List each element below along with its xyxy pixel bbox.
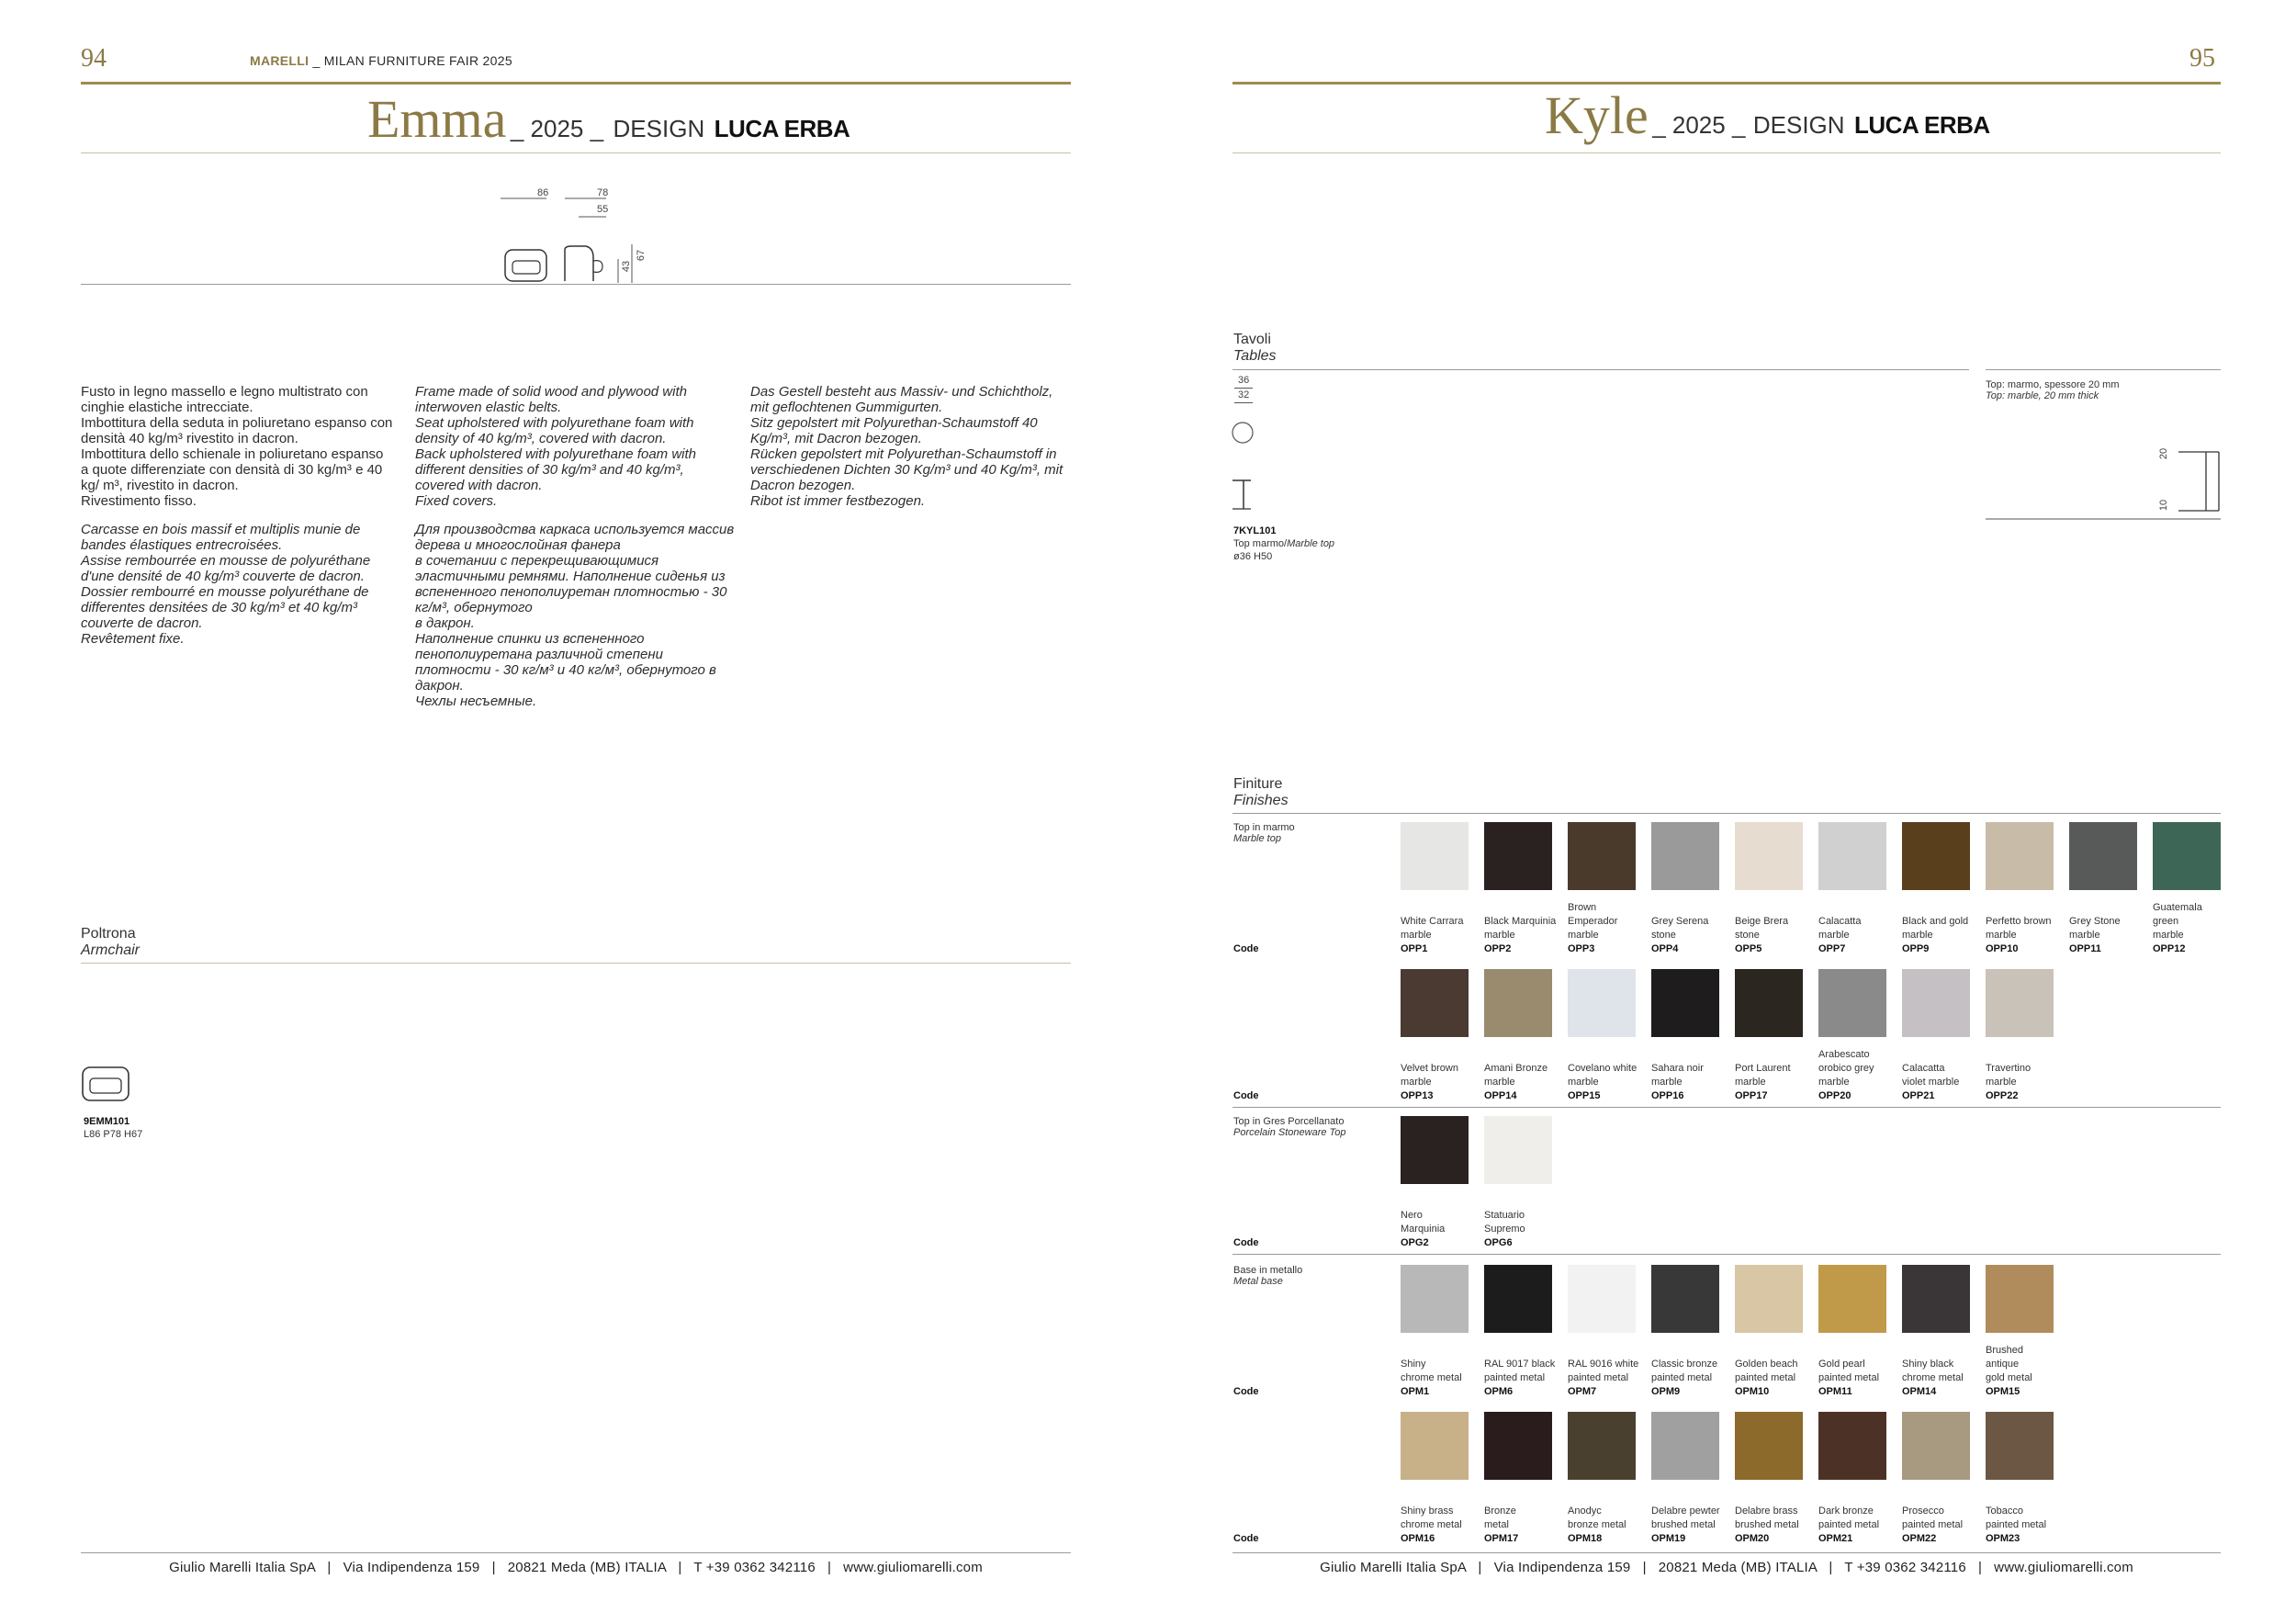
finish-group-separator bbox=[1232, 1254, 2221, 1255]
tables-label-it: Tavoli bbox=[1233, 332, 1271, 347]
finish-code: OPP21 bbox=[1902, 1090, 1935, 1101]
finish-name: Sahara noir marble bbox=[1651, 1063, 1704, 1088]
footer-left: Giulio Marelli Italia SpA | Via Indipendenza 159 | 20821 Meda (MB) ITALIA | T +39 0362 342116 | www.giuliomarelli.com bbox=[169, 1560, 983, 1575]
finish-name: Brushed antique gold metal bbox=[1986, 1345, 2032, 1383]
dim-height: 67 bbox=[636, 249, 647, 262]
finish-code: OPP2 bbox=[1484, 943, 1512, 954]
footer-right: Giulio Marelli Italia SpA | Via Indipendenza 159 | 20821 Meda (MB) ITALIA | T +39 0362 342116 | www.giuliomarelli.com bbox=[1320, 1560, 2133, 1575]
product-title-emma bbox=[367, 88, 850, 150]
section-label-finishes bbox=[1233, 776, 1289, 809]
finish-code: OPP15 bbox=[1568, 1090, 1601, 1101]
finish-group-label bbox=[1233, 1116, 1346, 1138]
description-french: Carcasse en bois massif et multiplis munie de bandes élastiques entrecroisées. Assise rembourrée en mousse de polyuréthane d'une densité de 40 kg/m³ couverte de dacron. Dossier rembourré en mousse polyuréthane de differentes densitées de 30 kg/m³ et 40 kg/m³ couverte de dacron. Revêtement fixe. bbox=[81, 522, 371, 647]
finish-code: OPM7 bbox=[1568, 1386, 1597, 1397]
code-label: Code bbox=[1233, 1386, 1259, 1397]
finish-swatch[interactable] bbox=[1651, 969, 1719, 1037]
finish-swatch[interactable] bbox=[1902, 969, 1970, 1037]
title-name: Emma bbox=[367, 89, 507, 149]
finish-code: OPP17 bbox=[1735, 1090, 1768, 1101]
finish-name: Perfetto brown marble bbox=[1986, 916, 2052, 941]
finish-code: OPP9 bbox=[1902, 943, 1930, 954]
finish-code: OPM16 bbox=[1401, 1533, 1435, 1544]
finish-swatch[interactable] bbox=[1401, 1116, 1469, 1184]
section-label-en: Armchair bbox=[81, 942, 141, 958]
code-label: Code bbox=[1233, 1090, 1259, 1101]
finish-name: RAL 9016 white painted metal bbox=[1568, 1359, 1639, 1383]
finishes-label-it: Finiture bbox=[1233, 776, 1283, 792]
top-dim-20: 20 bbox=[2158, 447, 2170, 460]
finish-code: OPM6 bbox=[1484, 1386, 1514, 1397]
finish-name: Golden beach painted metal bbox=[1735, 1359, 1798, 1383]
table-code: 7KYL101 bbox=[1233, 525, 1277, 536]
finish-code: OPG2 bbox=[1401, 1237, 1429, 1248]
finish-swatch[interactable] bbox=[1568, 822, 1636, 890]
dim-width: 86 bbox=[537, 187, 549, 198]
finish-swatch[interactable] bbox=[1735, 969, 1803, 1037]
finish-name: Shiny black chrome metal bbox=[1902, 1359, 1964, 1383]
finish-code: OPP11 bbox=[2069, 943, 2101, 954]
finish-code: OPP1 bbox=[1401, 943, 1428, 954]
table-dim-line-2 bbox=[1234, 402, 1253, 403]
code-label: Code bbox=[1233, 1533, 1259, 1544]
finish-name: RAL 9017 black painted metal bbox=[1484, 1359, 1556, 1383]
finish-name: Shiny brass chrome metal bbox=[1401, 1506, 1462, 1530]
finish-code: OPM23 bbox=[1986, 1533, 2020, 1544]
finish-code: OPP14 bbox=[1484, 1090, 1517, 1101]
finish-swatch[interactable] bbox=[1818, 822, 1886, 890]
dim-seat-height: 43 bbox=[621, 260, 633, 273]
finish-swatch[interactable] bbox=[1818, 1412, 1886, 1480]
armchair-dims: L86 P78 H67 bbox=[84, 1129, 143, 1140]
finish-group-separator bbox=[1232, 1107, 2221, 1108]
finish-name: Covelano white marble bbox=[1568, 1063, 1638, 1088]
finish-name: Black and gold marble bbox=[1902, 916, 1969, 941]
footer-rule-right bbox=[1232, 1552, 2221, 1553]
finish-code: OPP16 bbox=[1651, 1090, 1684, 1101]
finish-swatch[interactable] bbox=[1484, 1116, 1552, 1184]
description-english: Frame made of solid wood and plywood with interwoven elastic belts. Seat upholstered with polyurethane foam with density of 40 kg/m³, covered with dacron. Back upholstered with polyurethane foam with different densities of 30 kg/m³ and 40 kg/m³, covered with dacron. Fixed covers. bbox=[415, 384, 697, 509]
top-dim-10: 10 bbox=[2158, 499, 2170, 512]
finish-swatch[interactable] bbox=[1484, 969, 1552, 1037]
finish-name: Dark bronze painted metal bbox=[1818, 1506, 1880, 1530]
title-designer: LUCA ERBA bbox=[714, 115, 850, 142]
tables-label-en: Tables bbox=[1233, 348, 1277, 364]
finish-code: OPM10 bbox=[1735, 1386, 1770, 1397]
finish-code: OPM18 bbox=[1568, 1533, 1603, 1544]
top-note bbox=[1986, 379, 2120, 401]
finish-swatch[interactable] bbox=[1986, 1412, 2054, 1480]
finish-group-label-en: Marble top bbox=[1233, 833, 1281, 844]
finish-name: Nero Marquinia bbox=[1401, 1210, 1446, 1235]
finish-code: OPM11 bbox=[1818, 1386, 1852, 1397]
finish-swatch[interactable] bbox=[1902, 1265, 1970, 1333]
finish-swatch[interactable] bbox=[1986, 969, 2054, 1037]
finish-group-label-it: Top in Gres Porcellanato bbox=[1233, 1116, 1345, 1127]
armchair-code: 9EMM101 bbox=[84, 1116, 130, 1127]
finish-name: Beige Brera stone bbox=[1735, 916, 1789, 941]
finish-code: OPP10 bbox=[1986, 943, 2019, 954]
section-label-armchair bbox=[81, 926, 140, 959]
footer-rule-left bbox=[81, 1552, 1071, 1553]
table-desc-en: Marble top bbox=[1287, 538, 1335, 549]
finish-name: White Carrara marble bbox=[1401, 916, 1464, 941]
dim-depth2: 55 bbox=[597, 204, 609, 215]
finish-code: OPM9 bbox=[1651, 1386, 1681, 1397]
tables-rule-right bbox=[1986, 369, 2221, 370]
description-italian: Fusto in legno massello e legno multistrato con cinghie elastiche intrecciate. Imbottitura della seduta in poliuretano espanso con densità 40 kg/m³ rivestito in dacron. Imbottitura dello schienale in poliuretano espanso a quote differenziate con densità di 30 kg/m³ e 40 kg/ m³, rivestito in dacron. Rivestimento fisso. bbox=[81, 384, 393, 509]
finish-code: OPM21 bbox=[1818, 1533, 1853, 1544]
finish-group-label bbox=[1233, 822, 1295, 844]
code-label: Code bbox=[1233, 1237, 1259, 1248]
finish-swatch[interactable] bbox=[1986, 822, 2054, 890]
code-label: Code bbox=[1233, 943, 1259, 954]
dim-depth: 78 bbox=[597, 187, 609, 198]
table-size: ø36 H50 bbox=[1233, 551, 1273, 562]
finish-name: Brown Emperador marble bbox=[1568, 902, 1618, 941]
finish-swatch[interactable] bbox=[1986, 1265, 2054, 1333]
finish-swatch[interactable] bbox=[1401, 969, 1469, 1037]
table-dim-bottom: 32 bbox=[1238, 389, 1250, 400]
finish-code: OPP13 bbox=[1401, 1090, 1434, 1101]
tables-rule bbox=[1232, 369, 1969, 370]
title-year: _ 2025 _ bbox=[1652, 111, 1746, 139]
header-brand: MARELLI bbox=[250, 53, 310, 68]
running-header bbox=[250, 53, 512, 68]
table-product bbox=[1233, 524, 1334, 563]
finish-code: OPP5 bbox=[1735, 943, 1762, 954]
finish-name: Calacatta marble bbox=[1818, 916, 1862, 941]
finish-name: Anodyc bronze metal bbox=[1568, 1506, 1626, 1530]
finish-swatch[interactable] bbox=[1902, 1412, 1970, 1480]
finish-name: Guatemala green marble bbox=[2153, 902, 2202, 941]
finish-swatch[interactable] bbox=[1401, 1412, 1469, 1480]
finish-name: Prosecco painted metal bbox=[1902, 1506, 1964, 1530]
finish-swatch[interactable] bbox=[1818, 969, 1886, 1037]
armchair-icon bbox=[81, 1064, 132, 1104]
title-rule-left bbox=[81, 152, 1071, 153]
finish-swatch[interactable] bbox=[1568, 969, 1636, 1037]
finish-name: Classic bronze painted metal bbox=[1651, 1359, 1718, 1383]
finish-code: OPM19 bbox=[1651, 1533, 1686, 1544]
finish-swatch[interactable] bbox=[1401, 1265, 1469, 1333]
armchair-product bbox=[84, 1115, 142, 1141]
finish-swatch[interactable] bbox=[1401, 822, 1469, 890]
finish-name: Delabre pewter brushed metal bbox=[1651, 1506, 1720, 1530]
finish-group-label-it: Base in metallo bbox=[1233, 1265, 1303, 1276]
finish-swatch[interactable] bbox=[2153, 822, 2221, 890]
finish-name: Delabre brass brushed metal bbox=[1735, 1506, 1799, 1530]
finish-swatch[interactable] bbox=[1735, 1265, 1803, 1333]
finish-name: Shiny chrome metal bbox=[1401, 1359, 1462, 1383]
finish-code: OPM20 bbox=[1735, 1533, 1770, 1544]
page-number-left: 94 bbox=[81, 44, 107, 73]
finish-swatch[interactable] bbox=[1902, 822, 1970, 890]
finish-swatch[interactable] bbox=[1484, 822, 1552, 890]
finish-name: Arabescato orobico grey marble bbox=[1818, 1049, 1874, 1088]
finishes-rule bbox=[1232, 813, 2221, 814]
title-design: DESIGN bbox=[1752, 111, 1845, 139]
header-text: _ MILAN FURNITURE FAIR 2025 bbox=[312, 53, 512, 68]
finish-swatch[interactable] bbox=[1651, 1412, 1719, 1480]
description-german: Das Gestell besteht aus Massiv- und Schichtholz, mit geflochtenen Gummigurten. Sitz gepolstert mit Polyurethan-Schaumstoff 40 Kg/m³, mit Dacron bezogen. Rücken gepolstert mit Polyurethan-Schaumstoff in verschiedenen Dichten 30 Kg/m³ und 40 Kg/m³, mit Dacron bezogen. Ribot ist immer festbezogen. bbox=[750, 384, 1064, 509]
title-design: DESIGN bbox=[613, 115, 705, 142]
title-rule-right bbox=[1232, 152, 2221, 153]
title-name: Kyle bbox=[1545, 85, 1649, 145]
finish-swatch[interactable] bbox=[1818, 1265, 1886, 1333]
finish-name: Statuario Supremo bbox=[1484, 1210, 1525, 1235]
finish-swatch[interactable] bbox=[1735, 1412, 1803, 1480]
finish-name: Black Marquinia marble bbox=[1484, 916, 1557, 941]
section-label-tables bbox=[1233, 332, 1277, 365]
title-year: _ 2025 _ bbox=[510, 115, 604, 142]
armchair-rule bbox=[81, 963, 1071, 964]
finish-swatch[interactable] bbox=[2069, 822, 2137, 890]
product-title-kyle bbox=[1545, 85, 1990, 146]
finish-name: Velvet brown marble bbox=[1401, 1063, 1458, 1088]
top-thickness-drawing bbox=[1986, 439, 2221, 522]
finish-name: Grey Stone marble bbox=[2069, 916, 2121, 941]
finish-swatch[interactable] bbox=[1735, 822, 1803, 890]
finish-code: OPP12 bbox=[2153, 943, 2186, 954]
finish-code: OPM1 bbox=[1401, 1386, 1430, 1397]
finish-code: OPP7 bbox=[1818, 943, 1846, 954]
finish-swatch[interactable] bbox=[1484, 1265, 1552, 1333]
table-top-view-icon bbox=[1231, 421, 1255, 445]
finish-group-label-en: Porcelain Stoneware Top bbox=[1233, 1127, 1346, 1138]
finish-group-label bbox=[1233, 1265, 1302, 1287]
finish-name: Amani Bronze marble bbox=[1484, 1063, 1548, 1088]
finish-swatch[interactable] bbox=[1568, 1265, 1636, 1333]
finish-code: OPP22 bbox=[1986, 1090, 2019, 1101]
finish-name: Bronze metal bbox=[1484, 1506, 1516, 1530]
finish-swatch[interactable] bbox=[1651, 822, 1719, 890]
emma-dimension-drawing bbox=[487, 182, 661, 288]
finish-name: Travertino marble bbox=[1986, 1063, 2032, 1088]
finish-name: Calacatta violet marble bbox=[1902, 1063, 1960, 1088]
finishes-label-en: Finishes bbox=[1233, 793, 1289, 808]
table-dim-top: 36 bbox=[1238, 375, 1250, 386]
finish-code: OPP4 bbox=[1651, 943, 1679, 954]
section-label-it: Poltrona bbox=[81, 926, 136, 942]
table-desc-it: Top marmo/ bbox=[1233, 538, 1288, 549]
finish-swatch[interactable] bbox=[1651, 1265, 1719, 1333]
finish-swatch[interactable] bbox=[1568, 1412, 1636, 1480]
page-number-right: 95 bbox=[2189, 44, 2215, 73]
header-rule-left bbox=[81, 82, 1071, 85]
finish-name: Grey Serena stone bbox=[1651, 916, 1709, 941]
finish-code: OPG6 bbox=[1484, 1237, 1513, 1248]
top-note-en: Top: marble, 20 mm thick bbox=[1986, 390, 2099, 401]
drawing-baseline bbox=[81, 284, 1071, 285]
top-note-it: Top: marmo, spessore 20 mm bbox=[1986, 379, 2120, 390]
finish-code: OPP3 bbox=[1568, 943, 1595, 954]
finish-name: Gold pearl painted metal bbox=[1818, 1359, 1880, 1383]
finish-code: OPM14 bbox=[1902, 1386, 1937, 1397]
description-russian: Для производства каркаса используется массив дерева и многослойная фанера в сочетании с перекрещивающимися эластичными ремнями. Наполнение сиденья из вспененного пенополиуретан плотностью - 30 кг/м³, обернутого в дакрон. Наполнение спинки из вспененного пенополиуретана различной степени плотности - 30 кг/м³ и 40 кг/м³, обернутого в дакрон. Чехлы несъемные. bbox=[415, 522, 735, 709]
table-dim-line bbox=[1234, 388, 1253, 389]
finish-group-label-en: Metal base bbox=[1233, 1276, 1283, 1287]
finish-group-label-it: Top in marmo bbox=[1233, 822, 1295, 833]
finish-code: OPP20 bbox=[1818, 1090, 1851, 1101]
title-designer: LUCA ERBA bbox=[1854, 111, 1990, 139]
finish-code: OPM22 bbox=[1902, 1533, 1937, 1544]
finish-code: OPM17 bbox=[1484, 1533, 1519, 1544]
table-side-view-icon bbox=[1231, 478, 1255, 511]
finish-name: Port Laurent marble bbox=[1735, 1063, 1791, 1088]
finish-swatch[interactable] bbox=[1484, 1412, 1552, 1480]
finish-code: OPM15 bbox=[1986, 1386, 2020, 1397]
finish-name: Tobacco painted metal bbox=[1986, 1506, 2047, 1530]
